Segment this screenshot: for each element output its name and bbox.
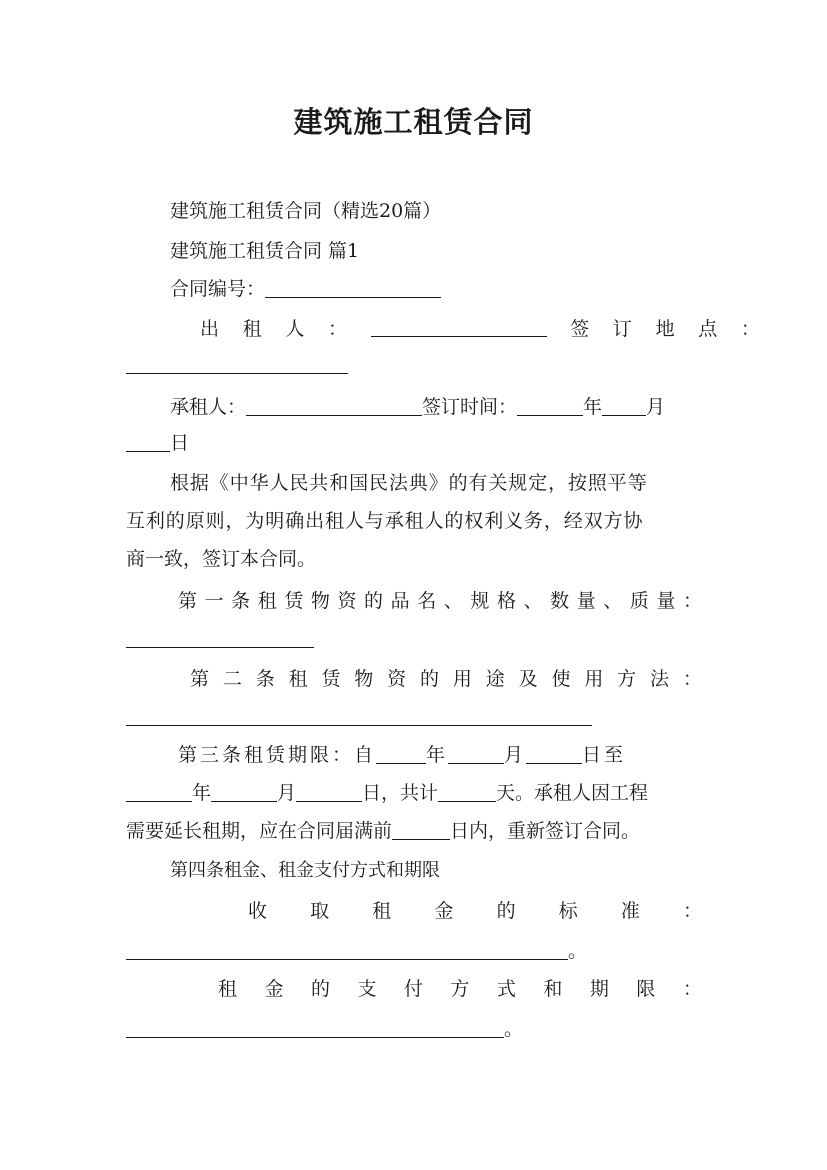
rent-standard-char: 取 xyxy=(310,900,330,922)
total-label: 日，共计 xyxy=(362,782,439,804)
rent-payment-char: 期 xyxy=(589,978,609,1000)
rent-payment-char: 方 xyxy=(450,978,470,1000)
article-1-char: 赁 xyxy=(284,590,304,612)
article-2-row xyxy=(126,666,702,692)
article-1-blank[interactable] xyxy=(126,627,314,648)
sign-place-char: ： xyxy=(740,318,760,340)
sign-place-char: 订 xyxy=(612,318,632,340)
document-title: 建筑施工租赁合同 xyxy=(293,105,534,139)
article-2-char: 二 xyxy=(222,668,242,690)
sign-day-blank[interactable] xyxy=(126,431,170,452)
rent-payment-char: 租 xyxy=(218,978,238,1000)
article-2-blank-row xyxy=(126,704,702,730)
article-1-char: 名 xyxy=(417,590,437,612)
period-mark: 。 xyxy=(568,940,588,962)
article-1-char: 规 xyxy=(470,590,490,612)
extension-tail: 日内，重新签订合同。 xyxy=(450,820,641,842)
article-2-char: 赁 xyxy=(321,668,341,690)
end-year-blank[interactable] xyxy=(126,781,192,802)
rent-payment-char: ： xyxy=(682,978,702,1000)
article-1-char: 一 xyxy=(204,590,224,612)
rent-standard-char: ： xyxy=(682,900,702,922)
sign-place-row xyxy=(126,352,702,378)
year-label: 年 xyxy=(192,782,212,804)
article-2-char: 法 xyxy=(650,668,670,690)
article-1-char: ： xyxy=(682,590,702,612)
month-label: 月 xyxy=(277,782,297,804)
lessee-blank[interactable] xyxy=(246,395,422,416)
contract-number-label: 合同编号： xyxy=(170,278,266,300)
month-label: 月 xyxy=(646,396,666,418)
article-1-char: 第 xyxy=(178,590,198,612)
lessor-char: ： xyxy=(327,318,347,340)
article-1-char: 数 xyxy=(550,590,570,612)
article-2-char: 方 xyxy=(617,668,637,690)
lessee-row xyxy=(126,394,746,420)
rent-standard-row xyxy=(126,898,702,924)
article-1-char: 、 xyxy=(523,590,543,612)
period-mark: 。 xyxy=(504,1018,524,1040)
article-2-char: 条 xyxy=(255,668,275,690)
paragraph-1-line-2: 互利的原则，为明确出租人与承租人的权利义务，经双方协 xyxy=(126,510,644,532)
article-4-title: 第四条租金、租金支付方式和期限 xyxy=(170,860,440,881)
day-to-label: 日至 xyxy=(582,744,627,766)
rent-standard-char: 标 xyxy=(558,900,578,922)
article-2-char: 租 xyxy=(288,668,308,690)
rent-payment-blank-row xyxy=(126,1016,702,1042)
day-label: 日 xyxy=(170,432,190,454)
rent-payment-char: 限 xyxy=(636,978,656,1000)
sign-day-row xyxy=(126,430,702,456)
sign-time-label: 签订时间： xyxy=(422,396,518,418)
article-1-char: 、 xyxy=(443,590,463,612)
lessor-row xyxy=(126,316,760,342)
end-month-blank[interactable] xyxy=(211,781,277,802)
article-2-char: 用 xyxy=(584,668,604,690)
extension-days-blank[interactable] xyxy=(392,819,450,840)
article-1-row xyxy=(126,588,702,614)
year-label: 年 xyxy=(583,396,603,418)
rent-payment-blank[interactable] xyxy=(126,1017,504,1038)
sign-place-char: 签 xyxy=(570,318,590,340)
article-1-char: 的 xyxy=(364,590,384,612)
end-day-blank[interactable] xyxy=(296,781,362,802)
article-2-char: 途 xyxy=(485,668,505,690)
rent-standard-blank[interactable] xyxy=(126,939,568,960)
article-3-line-1 xyxy=(126,742,754,768)
article-3-line-3 xyxy=(126,818,702,844)
article-2-char: 用 xyxy=(452,668,472,690)
start-month-blank[interactable] xyxy=(448,743,504,764)
sign-place-char: 点 xyxy=(698,318,718,340)
article-3-line-2 xyxy=(126,780,702,806)
article-1-char: 物 xyxy=(310,590,330,612)
lessor-char: 人 xyxy=(285,318,305,340)
article-2-char: 物 xyxy=(354,668,374,690)
rent-payment-char: 支 xyxy=(357,978,377,1000)
start-day-blank[interactable] xyxy=(526,743,582,764)
sign-month-blank[interactable] xyxy=(602,395,646,416)
start-year-blank[interactable] xyxy=(376,743,426,764)
days-text: 天。承租人因工程 xyxy=(496,782,649,804)
lessor-char: 租 xyxy=(242,318,262,340)
section-heading: 建筑施工租赁合同 篇1 xyxy=(170,240,360,262)
article-1-char: 条 xyxy=(231,590,251,612)
total-days-blank[interactable] xyxy=(438,781,496,802)
contract-number-blank[interactable] xyxy=(265,277,441,298)
article-1-char: 格 xyxy=(496,590,516,612)
month-label: 月 xyxy=(504,744,527,766)
subtitle: 建筑施工租赁合同（精选20篇） xyxy=(170,200,442,222)
lessor-blank[interactable] xyxy=(371,316,547,337)
article-1-char: 、 xyxy=(603,590,623,612)
article-1-char: 资 xyxy=(337,590,357,612)
article-2-char: ： xyxy=(682,668,702,690)
rent-standard-char: 金 xyxy=(434,900,454,922)
article-3-lead: 第三条租赁期限：自 xyxy=(178,744,377,766)
article-1-blank-row xyxy=(126,626,702,652)
article-1-char: 量 xyxy=(656,590,676,612)
article-1-char: 质 xyxy=(629,590,649,612)
sign-year-blank[interactable] xyxy=(517,395,583,416)
lessor-char: 出 xyxy=(200,318,220,340)
article-2-blank[interactable] xyxy=(126,705,592,726)
rent-payment-char: 和 xyxy=(543,978,563,1000)
article-2-char: 的 xyxy=(420,668,440,690)
rent-payment-char: 金 xyxy=(264,978,284,1000)
paragraph-1-line-1: 根据《中华人民共和国民法典》的有关规定，按照平等 xyxy=(170,472,648,494)
rent-standard-blank-row xyxy=(126,938,702,964)
rent-payment-row xyxy=(126,976,702,1002)
article-2-char: 资 xyxy=(387,668,407,690)
rent-standard-char: 租 xyxy=(372,900,392,922)
contract-number-row xyxy=(126,276,746,302)
rent-standard-char: 收 xyxy=(248,900,268,922)
rent-payment-char: 式 xyxy=(496,978,516,1000)
extension-text: 需要延长租期，应在合同届满前 xyxy=(126,820,393,842)
article-2-char: 第 xyxy=(190,668,210,690)
rent-payment-char: 的 xyxy=(310,978,330,1000)
rent-payment-char: 付 xyxy=(403,978,423,1000)
article-1-char: 品 xyxy=(390,590,410,612)
article-2-char: 及 xyxy=(518,668,538,690)
lessee-label: 承租人： xyxy=(170,396,247,418)
rent-standard-char: 的 xyxy=(496,900,516,922)
article-1-char: 量 xyxy=(576,590,596,612)
paragraph-1-line-3: 商一致，签订本合同。 xyxy=(126,548,317,570)
rent-standard-char: 准 xyxy=(620,900,640,922)
sign-place-char: 地 xyxy=(655,318,675,340)
article-2-char: 使 xyxy=(551,668,571,690)
article-1-char: 租 xyxy=(257,590,277,612)
sign-place-blank[interactable] xyxy=(126,353,348,374)
year-label: 年 xyxy=(426,744,449,766)
